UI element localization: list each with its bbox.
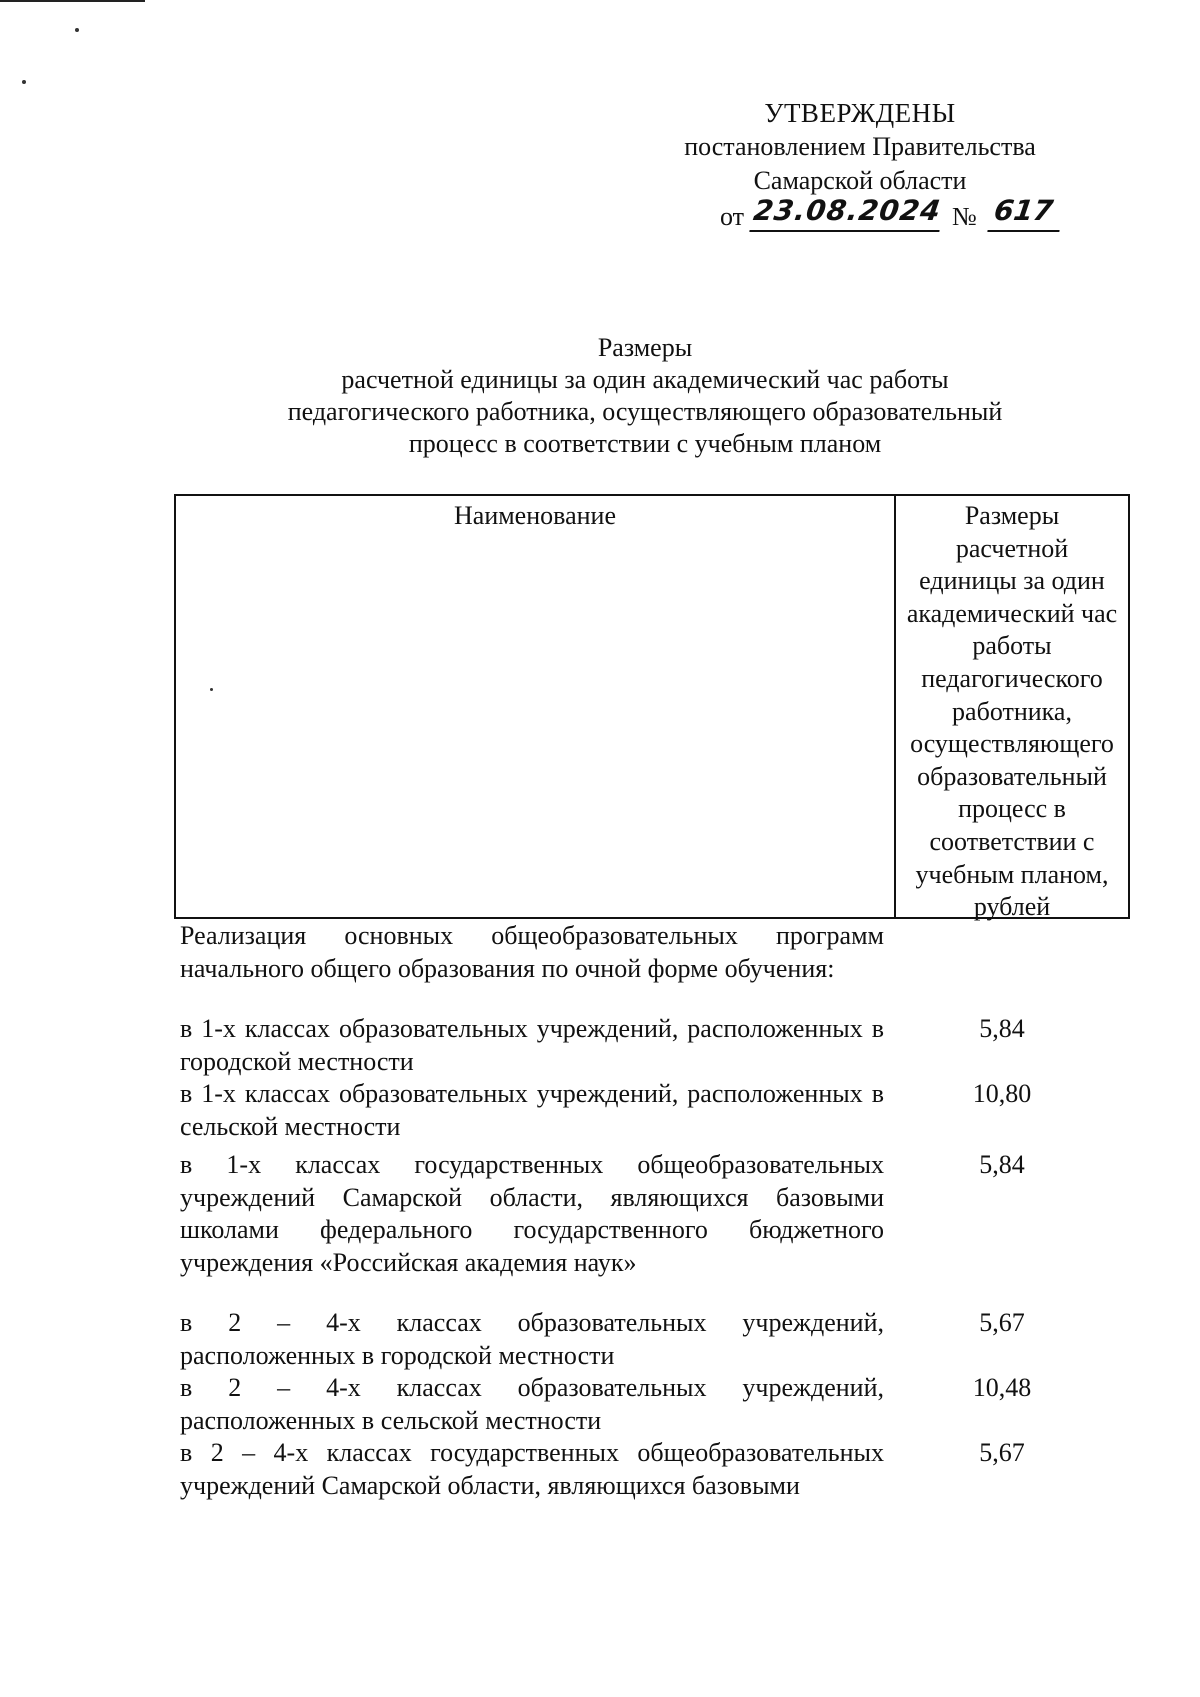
row-name: в 1-х классах государственных общеобразовательных учреждений Самарской области, являющихся базовыми школами федерального государственного бюджетного учреждения «Российская академия наук» — [180, 1150, 884, 1277]
row-name: в 2 – 4-х классах государственных общеобразовательных учреждений Самарской области, являющихся базовыми — [180, 1438, 884, 1500]
title-line-1: Размеры — [597, 333, 693, 362]
row-name: в 2 – 4-х классах образовательных учреждений, расположенных в сельской местности — [180, 1373, 884, 1435]
header-size-line: учебным планом, — [915, 859, 1109, 889]
table-row — [180, 1372, 1120, 1437]
row-value: 10,80 — [972, 1079, 1032, 1108]
scan-speck — [75, 28, 79, 32]
table-row — [180, 1013, 1120, 1078]
row-value: 10,48 — [972, 1373, 1032, 1402]
handwritten-date: 23.08.2024 — [749, 194, 944, 232]
scan-speck — [22, 80, 26, 84]
date-prefix: от — [720, 202, 745, 231]
row-name: в 2 – 4-х классах образовательных учреждений, расположенных в городской местности — [180, 1308, 884, 1370]
scan-corner-mark — [0, 0, 145, 2]
header-size-line: Размеры — [964, 501, 1060, 530]
handwritten-number: 617 — [987, 194, 1064, 232]
approval-stamp-block — [640, 96, 1080, 198]
table-row — [180, 1078, 1120, 1143]
approval-date-number — [720, 194, 1060, 232]
row-value: 5,84 — [979, 1150, 1025, 1179]
header-size-line: работы — [972, 631, 1052, 661]
table-header — [174, 494, 1130, 922]
row-name: в 1-х классах образовательных учреждений, расположенных в городской местности — [180, 1014, 884, 1076]
header-size-line: академический час — [906, 598, 1118, 628]
header-size-line: рублей — [973, 892, 1051, 922]
row-value: 5,67 — [979, 1438, 1025, 1467]
row-name: Реализация основных общеобразовательных программ начального общего образования по очной форме обучения: — [180, 921, 884, 983]
row-name: в 1-х классах образовательных учреждений, расположенных в сельской местности — [180, 1079, 884, 1141]
row-value: 5,67 — [979, 1308, 1025, 1337]
approval-title: УТВЕРЖДЕНЫ — [764, 98, 956, 128]
table-body — [180, 920, 1120, 1502]
document-title — [200, 332, 1090, 460]
header-size-line: работника, — [952, 696, 1072, 726]
approval-line-2: Самарской области — [753, 166, 967, 195]
header-size-line: расчетной — [955, 533, 1069, 563]
approval-line-1: постановлением Правительства — [684, 132, 1036, 161]
header-name: Наименование — [454, 501, 616, 530]
header-size-line: соответствии с — [929, 826, 1095, 856]
number-sign: № — [952, 202, 977, 231]
header-size-line: педагогического — [921, 663, 1103, 693]
table-row — [180, 1437, 1120, 1502]
title-line-3: педагогического работника, осуществляющего образовательный — [287, 397, 1003, 426]
table-row — [180, 920, 1120, 985]
row-value: 5,84 — [979, 1014, 1025, 1043]
table-row — [180, 1149, 1120, 1279]
header-size-line: процесс в — [958, 794, 1066, 824]
title-line-4: процесс в соответствии с учебным планом — [408, 429, 882, 458]
header-size-line: образовательный — [917, 761, 1107, 791]
table-row — [180, 1307, 1120, 1372]
header-size-line: осуществляющего — [910, 729, 1114, 759]
row-value — [884, 920, 1120, 985]
header-size-line: единицы за один — [919, 566, 1105, 596]
title-line-2: расчетной единицы за один академический час работы — [341, 365, 949, 394]
header-size — [896, 500, 1128, 924]
